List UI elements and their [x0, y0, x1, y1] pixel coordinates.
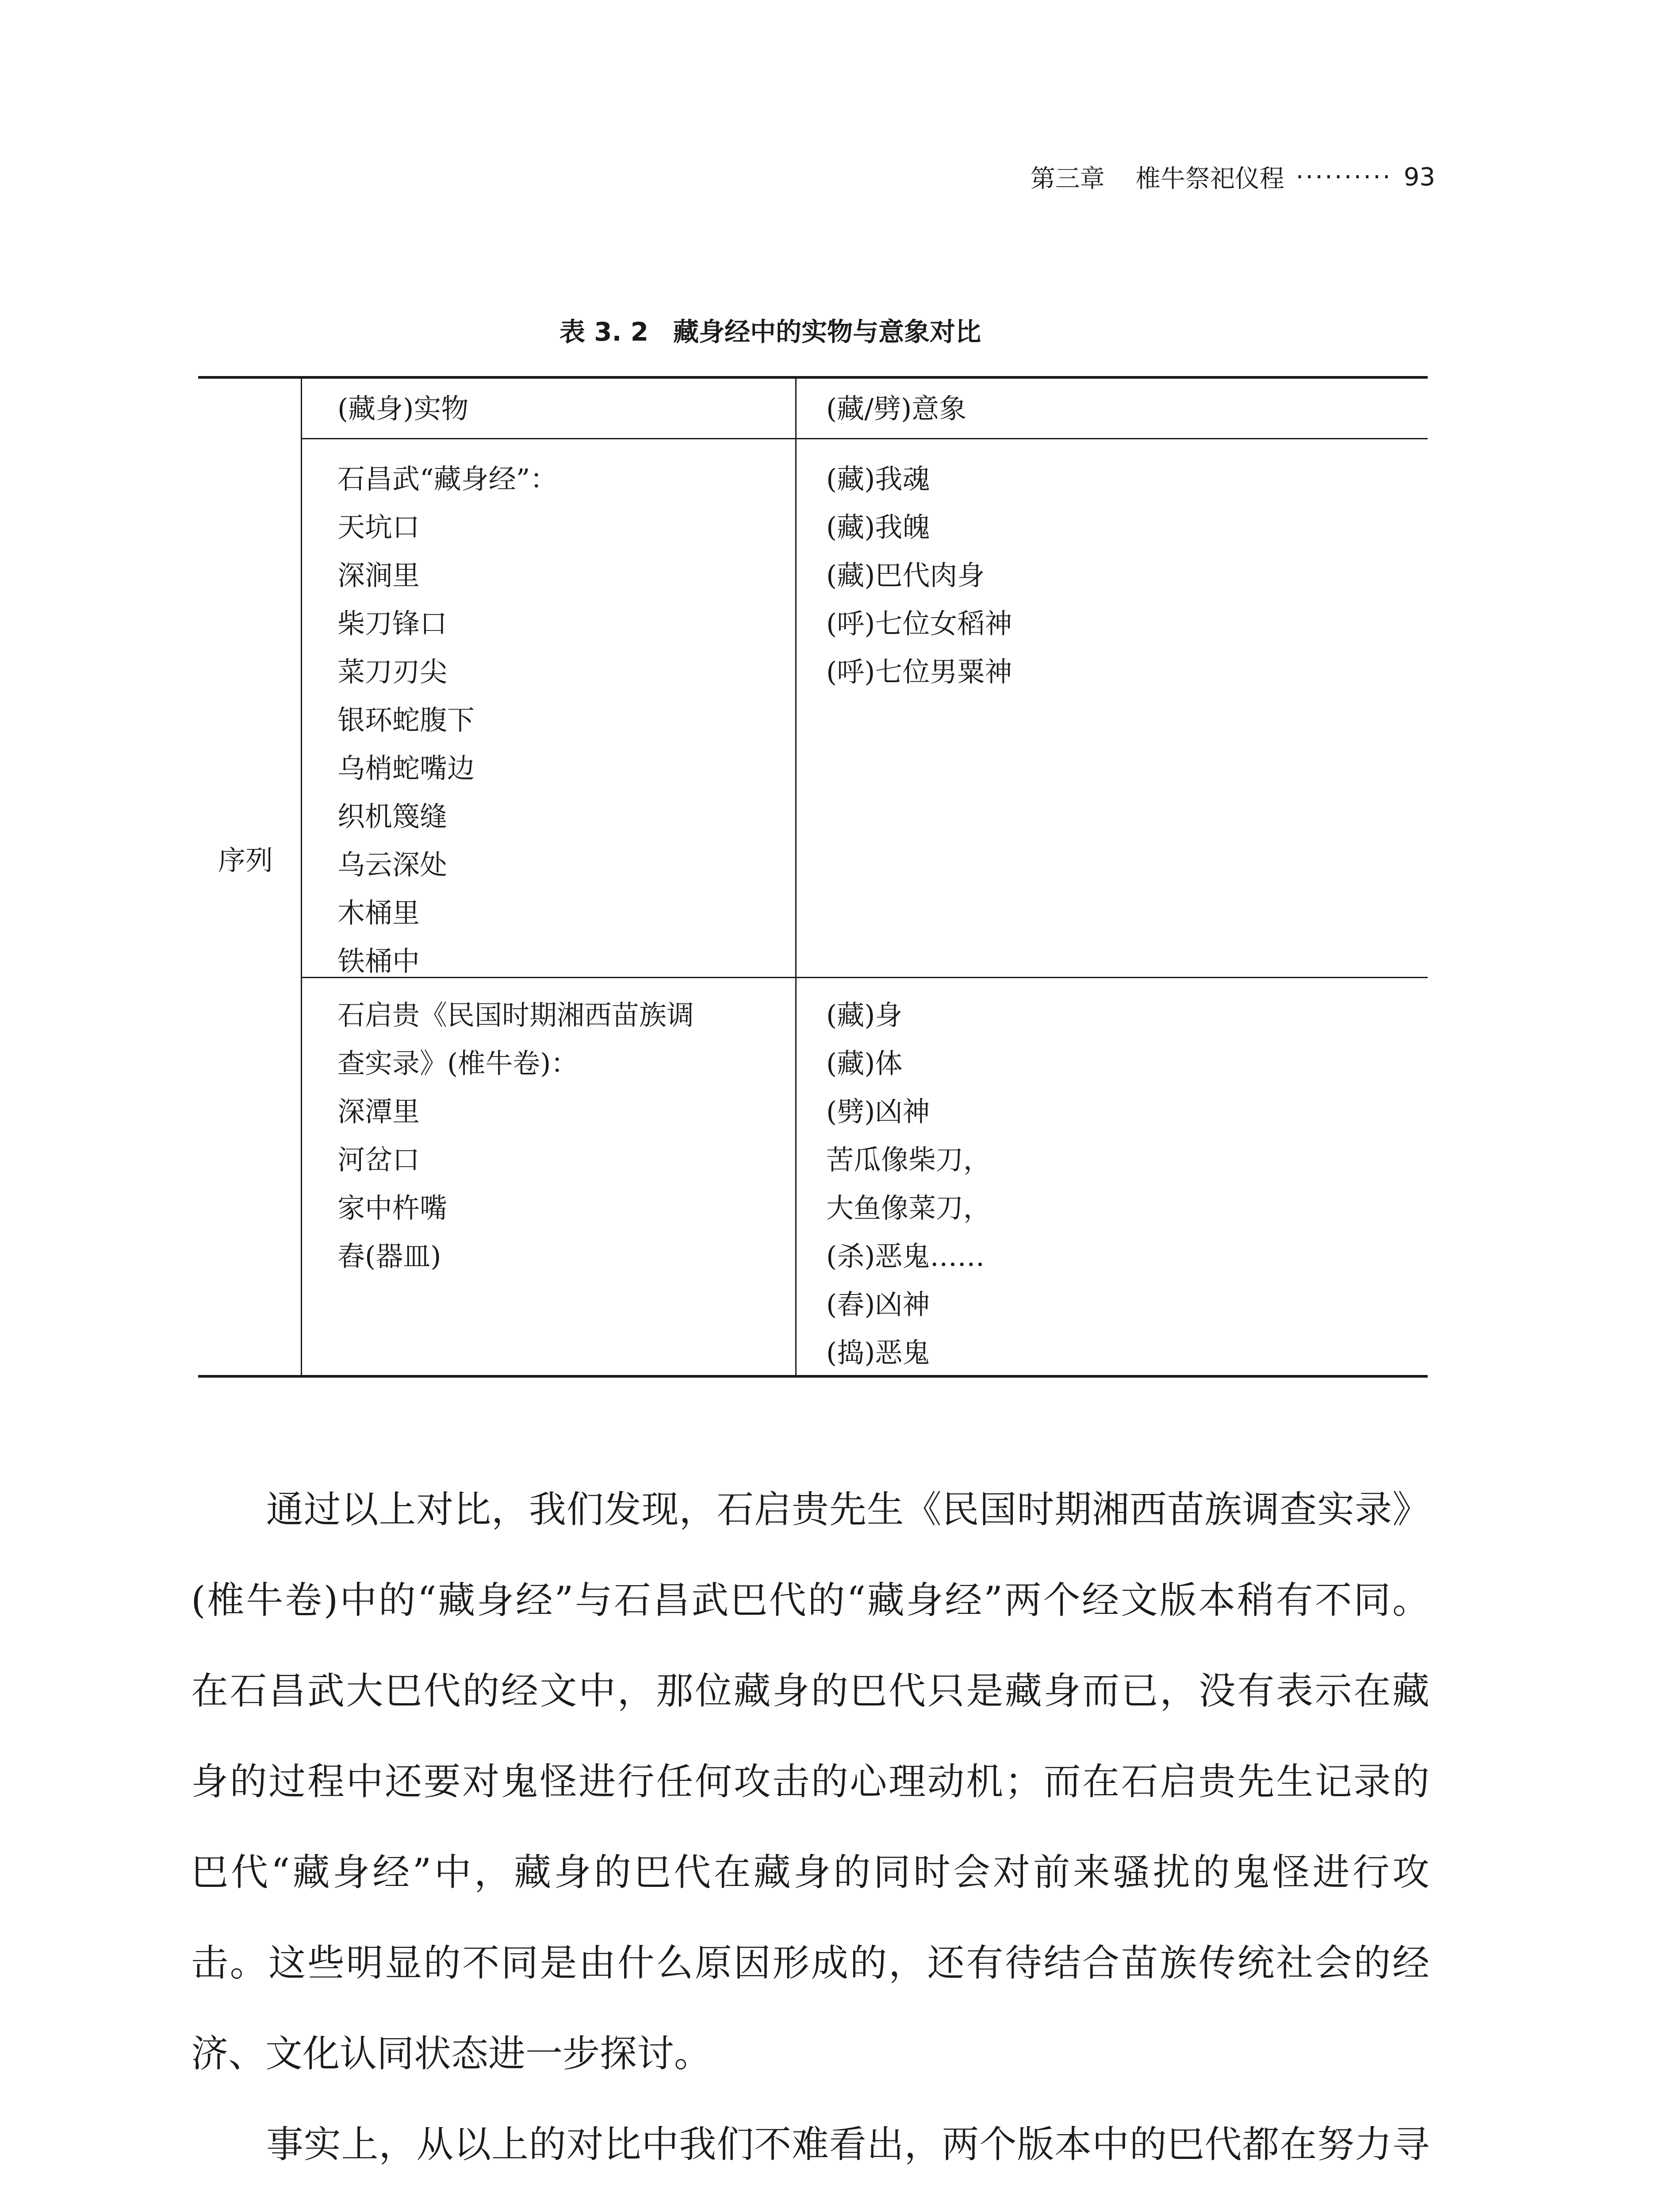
col-header-images: (藏/劈)意象	[826, 392, 967, 425]
running-head	[949, 157, 1435, 197]
list-item: 天坑口	[337, 511, 420, 543]
list-item: (杀)恶鬼……	[826, 1240, 985, 1272]
list-item: (藏)我魄	[826, 511, 930, 543]
row1-images	[826, 455, 1012, 696]
row2-images	[826, 991, 991, 1377]
text-line: 身的过程中还要对鬼怪进行任何攻击的心理动机；而在石启贵先生记录的	[191, 1760, 1429, 1803]
list-item: (藏)我魂	[826, 463, 930, 495]
list-item: 柴刀锋口	[337, 607, 448, 640]
list-item: 菜刀刃尖	[337, 656, 448, 688]
list-item: (呼)七位女稻神	[826, 607, 1012, 640]
table-bottom-rule	[198, 1375, 1428, 1378]
list-item: 大鱼像菜刀，	[826, 1192, 991, 1224]
text-line	[191, 2190, 1429, 2212]
list-item: 深涧里	[337, 559, 420, 591]
section-title: 椎牛祭祀仪程	[1135, 165, 1284, 193]
list-item: (捣)恶鬼	[826, 1336, 930, 1369]
comparison-table	[198, 376, 1428, 1378]
leader-dots: ··········	[1295, 162, 1392, 192]
list-item: (舂)凶神	[826, 1288, 930, 1321]
row-label: 序列	[218, 844, 273, 876]
list-item: 苦瓜像柴刀，	[826, 1144, 991, 1176]
paragraph-2	[191, 2099, 1429, 2212]
list-item: 乌梢蛇嘴边	[337, 752, 475, 784]
list-item: (劈)凶神	[826, 1095, 930, 1128]
column-divider-1	[301, 376, 302, 1377]
text-line: 击。这些明显的不同是由什么原因形成的，还有待结合苗族传统社会的经	[191, 1941, 1429, 1985]
list-item: (藏)巴代肉身	[826, 559, 985, 591]
page-number: 93	[1403, 162, 1435, 192]
list-item: 银环蛇腹下	[337, 704, 475, 736]
table-number: 表 3. 2	[559, 317, 649, 347]
column-divider-2	[795, 376, 797, 1377]
list-item: (藏)身	[826, 999, 903, 1031]
list-item: 铁桶中	[337, 945, 420, 977]
table-top-rule	[198, 376, 1428, 379]
list-item: 查实录》(椎牛卷)：	[337, 1047, 579, 1079]
header-rule	[301, 438, 1428, 439]
list-item: 石昌武“藏身经”：	[337, 463, 558, 495]
paragraph-1	[191, 1464, 1429, 2099]
text-line: 事实上，从以上的对比中我们不难看出，两个版本中的巴代都在努力寻	[191, 2123, 1429, 2166]
text-line: (椎牛卷)中的“藏身经”与石昌武巴代的“藏身经”两个经文版本稍有不同。	[191, 1578, 1429, 1622]
col-header-objects: (藏身)实物	[337, 392, 469, 425]
chapter-label: 第三章	[1030, 165, 1105, 193]
table-title: 藏身经中的实物与意象对比	[673, 317, 981, 347]
list-item: 石启贵《民国时期湘西苗族调	[337, 999, 694, 1031]
list-item: 木桶里	[337, 897, 420, 929]
list-item: 深潭里	[337, 1095, 420, 1128]
text-line: 在石昌武大巴代的经文中，那位藏身的巴代只是藏身而已，没有表示在藏	[191, 1669, 1429, 1713]
text-line: 济、文化认同状态进一步探讨。	[191, 2032, 712, 2075]
list-item: (呼)七位男粟神	[826, 656, 1012, 688]
list-item: 舂(器皿)	[337, 1240, 441, 1272]
list-item: 乌云深处	[337, 849, 448, 881]
table-caption	[559, 310, 981, 349]
text-line: 通过以上对比，我们发现，石启贵先生《民国时期湘西苗族调查实录》	[191, 1488, 1429, 1531]
list-item: 织机篾缝	[337, 800, 448, 833]
body-text	[191, 1464, 1429, 2212]
row1-objects	[337, 455, 557, 985]
list-item: 河岔口	[337, 1144, 420, 1176]
text-line: 巴代“藏身经”中，藏身的巴代在藏身的同时会对前来骚扰的鬼怪进行攻	[191, 1851, 1429, 1894]
row2-objects	[337, 991, 694, 1280]
list-item: (藏)体	[826, 1047, 903, 1079]
list-item: 家中杵嘴	[337, 1192, 448, 1224]
